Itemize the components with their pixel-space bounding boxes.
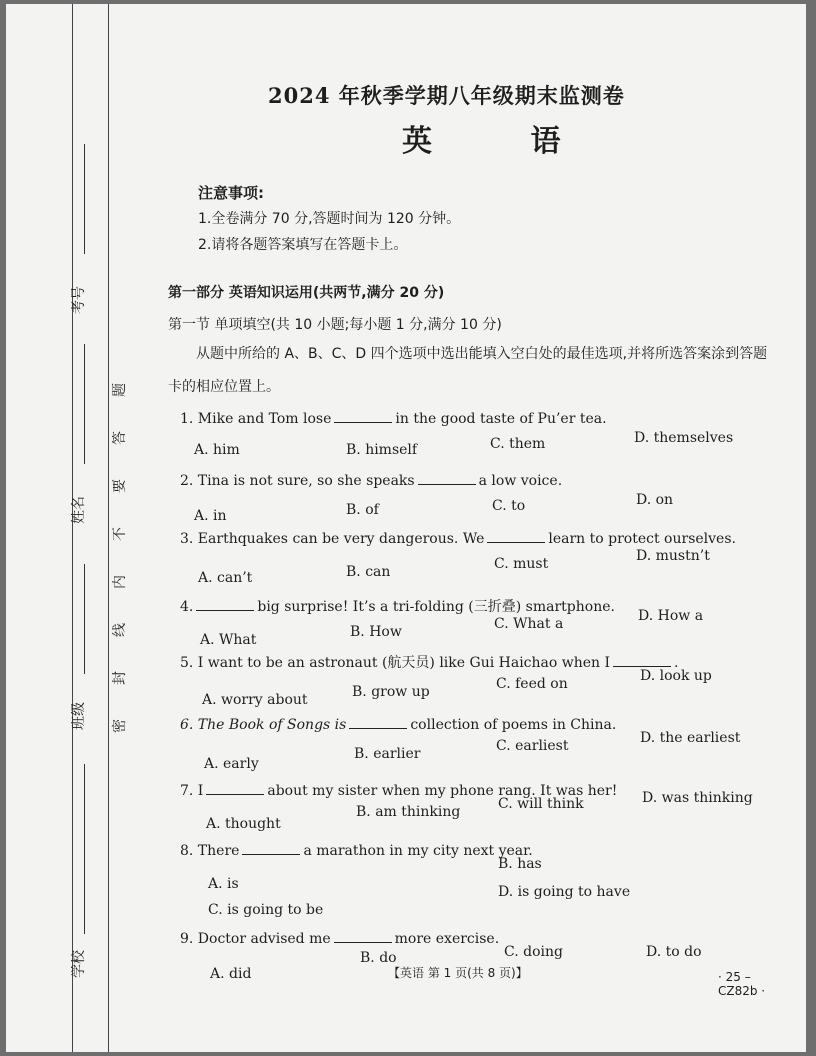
school-blank[interactable] [84,764,85,934]
school-label: 学校 [71,950,87,978]
option-c[interactable]: C. What a [494,616,564,632]
question-5 [180,652,679,672]
option-d[interactable]: D. is going to have [498,884,631,900]
exam-paper [6,4,806,1052]
option-c[interactable]: C. earliest [496,738,569,754]
section-one-title: 第一节 单项填空(共 10 小题;每小题 1 分,满分 10 分) [168,317,502,333]
answer-blank[interactable] [349,716,407,729]
question-stem-end: in the good taste of Pu’er tea. [395,411,607,427]
question-stem-end: a low voice. [478,473,563,489]
option-c[interactable]: C. is going to be [208,902,324,918]
name-blank[interactable] [84,344,85,464]
question-4 [180,596,615,616]
option-d[interactable]: D. the earliest [640,730,741,746]
question-3 [180,530,736,547]
option-a[interactable]: A. can’t [198,570,253,586]
option-d[interactable]: D. was thinking [642,790,753,806]
question-stem-end: about my sister when my phone rang. It was her! [267,783,618,799]
option-a[interactable]: A. thought [206,816,281,832]
question-stem: 5. I want to be an astronaut (航天员) like Gui Haichao when I [180,655,611,671]
option-b[interactable]: B. grow up [352,684,430,700]
option-a[interactable]: A. is [208,876,239,892]
answer-blank[interactable] [613,654,671,667]
question-stem: 2. Tina is not sure, so she speaks [180,473,415,489]
question-1 [180,410,607,427]
answer-blank[interactable] [196,598,254,611]
question-stem-end: a marathon in my city next year. [303,843,533,859]
option-d[interactable]: D. to do [646,944,702,960]
option-b[interactable]: B. has [498,856,542,872]
section-instruction: 从题中所给的 A、B、C、D 四个选项中选出能填入空白处的最佳选项,并将所选答案涂到答题卡的相应位置上。 [168,346,768,395]
page-footer: 【英语 第 1 页(共 8 页)】 [388,966,528,980]
seal-char: 答 [112,431,128,445]
exam-no-label: 考号 [71,286,87,314]
option-c[interactable]: C. to [492,498,526,514]
option-a[interactable]: A. did [210,966,252,982]
question-stem-end: . [674,655,679,671]
answer-blank[interactable] [487,530,545,543]
seal-char: 要 [112,479,128,493]
option-d[interactable]: D. mustn’t [636,548,710,564]
option-d[interactable]: D. on [636,492,674,508]
class-label: 班级 [71,702,87,730]
seal-char: 内 [112,575,128,589]
option-b[interactable]: B. do [360,950,397,966]
option-c[interactable]: C. must [494,556,549,572]
option-a[interactable]: A. in [194,508,227,524]
part-one-title: 第一部分 英语知识运用(共两节,满分 20 分) [168,285,445,301]
seal-char: 密 [112,719,128,733]
question-stem: 9. Doctor advised me [180,931,331,947]
subject-title: 英 语 [402,124,605,159]
option-c[interactable]: C. doing [504,944,563,960]
option-b[interactable]: B. am thinking [356,804,461,820]
option-a[interactable]: A. worry about [202,692,308,708]
question-stem-end: more exercise. [394,931,500,947]
seal-char: 线 [112,623,128,637]
option-c[interactable]: C. will think [498,796,584,812]
option-d[interactable]: D. look up [640,668,712,684]
question-stem-end: big surprise! It’s a tri-folding (三折叠) smartphone. [257,599,615,615]
answer-blank[interactable] [206,782,264,795]
exam-content [158,4,778,1052]
exam-no-blank[interactable] [84,144,85,254]
question-stem: 8. There [180,843,240,859]
question-stem: 1. Mike and Tom lose [180,411,332,427]
exam-code: · 25 – CZ82b · [718,970,766,998]
class-blank[interactable] [84,564,85,674]
seal-char: 题 [112,383,128,397]
option-a[interactable]: A. early [204,756,259,772]
name-label: 姓名 [71,496,87,524]
question-stem: 6. The Book of Songs is [180,717,347,733]
option-b[interactable]: B. earlier [354,746,421,762]
option-b[interactable]: B. of [346,502,379,518]
question-6 [180,716,616,733]
binding-line-outer [72,4,73,1052]
option-b[interactable]: B. can [346,564,391,580]
question-9 [180,930,499,947]
question-2 [180,472,562,489]
option-d[interactable]: D. How a [638,608,704,624]
seal-char: 不 [112,527,128,541]
question-stem: 3. Earthquakes can be very dangerous. We [180,531,485,547]
notice-heading: 注意事项: [198,184,264,202]
answer-blank[interactable] [334,930,392,943]
option-a[interactable]: A. What [200,632,257,648]
option-b[interactable]: B. How [350,624,402,640]
exam-title: 2024 年秋季学期八年级期末监测卷 [268,83,625,108]
answer-blank[interactable] [334,410,392,423]
binding-strip [6,4,134,1052]
notice-item: 1.全卷满分 70 分,答题时间为 120 分钟。 [198,211,461,227]
seal-char: 封 [112,671,128,685]
question-stem-end: collection of poems in China. [410,717,617,733]
question-stem: 7. I [180,783,204,799]
option-b[interactable]: B. himself [346,442,418,458]
option-c[interactable]: C. them [490,436,546,452]
question-stem-end: learn to protect ourselves. [548,531,736,547]
option-c[interactable]: C. feed on [496,676,568,692]
notice-box [198,180,460,258]
option-d[interactable]: D. themselves [634,430,734,446]
answer-blank[interactable] [418,472,476,485]
question-8 [180,842,533,859]
question-stem: 4. [180,599,194,615]
option-a[interactable]: A. him [194,442,240,458]
notice-item: 2.请将各题答案填写在答题卡上。 [198,237,408,253]
answer-blank[interactable] [242,842,300,855]
